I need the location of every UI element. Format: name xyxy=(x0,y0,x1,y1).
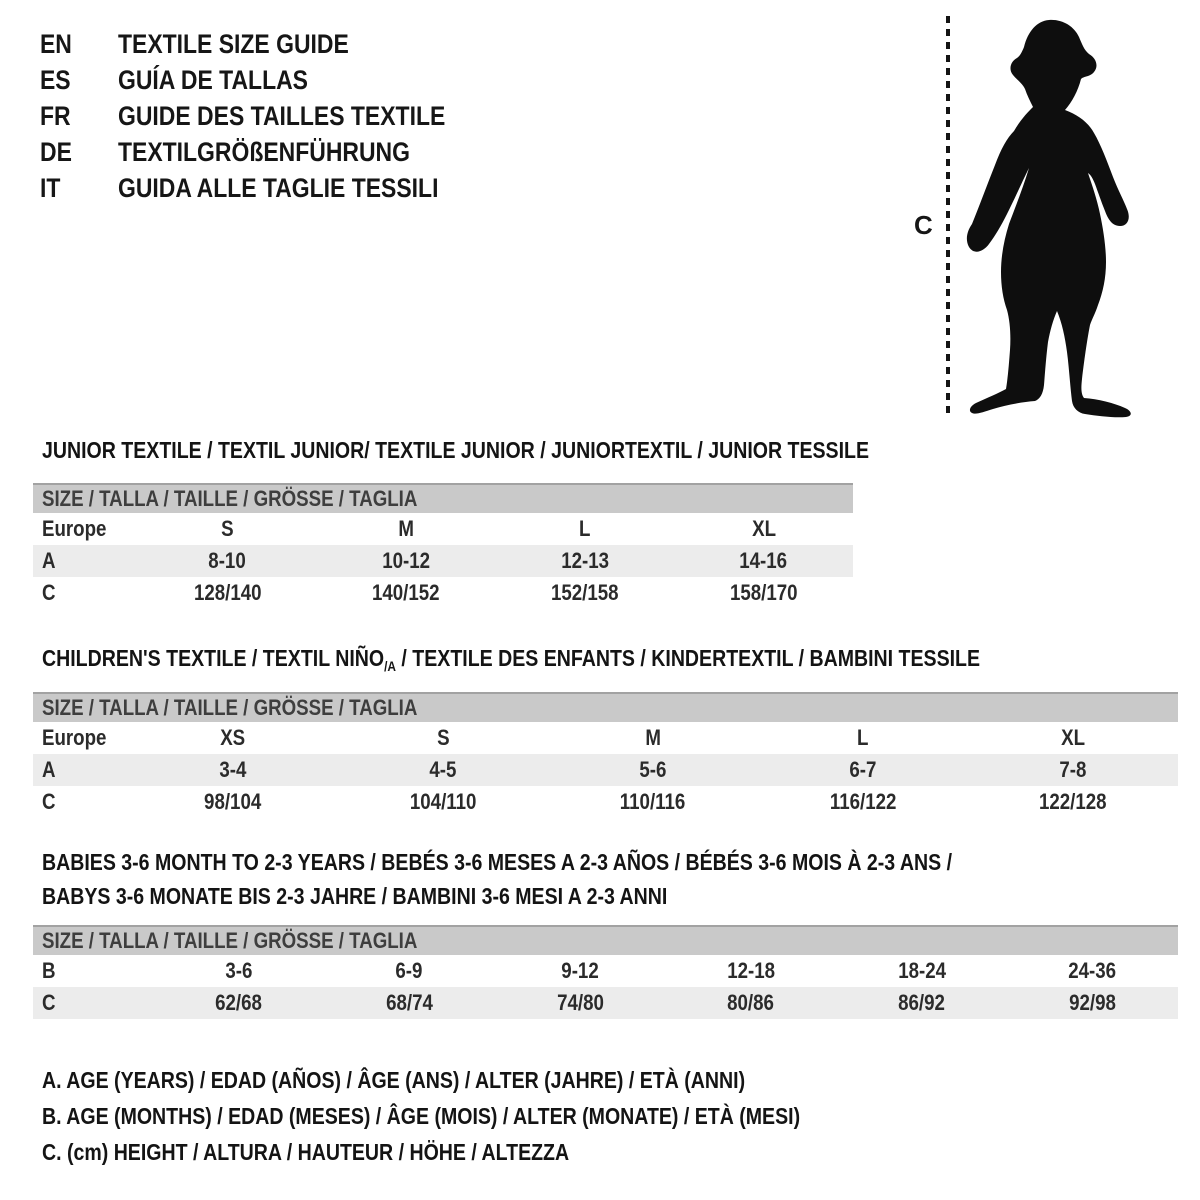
junior-size-table xyxy=(33,483,853,609)
age-cell xyxy=(674,545,853,577)
language-row-es xyxy=(40,62,503,98)
language-label: GUIDA ALLE TAGLIE TESSILI xyxy=(118,172,439,203)
language-code xyxy=(40,29,118,60)
height-measure-label: C xyxy=(914,210,933,240)
legend-height-cm-text: C. (cm) HEIGHT / ALTURA / HAUTEUR / HÖHE / ALTEZZA xyxy=(42,1139,570,1165)
children-row-age-years xyxy=(33,754,1178,786)
height-value: 74/80 xyxy=(556,990,604,1015)
height-cell xyxy=(495,987,666,1019)
size-cell xyxy=(128,722,338,754)
age-value: 4-5 xyxy=(429,757,457,782)
junior-row-height-cm xyxy=(33,577,853,609)
height-cell xyxy=(968,786,1178,818)
age-value: 18-24 xyxy=(897,958,946,983)
row-label-cell xyxy=(33,545,138,577)
height-cell xyxy=(1007,987,1178,1019)
age-value: 12-13 xyxy=(560,548,609,573)
language-row-de xyxy=(40,134,503,170)
babies-row-age-months xyxy=(33,955,1178,987)
age-value: 6-9 xyxy=(395,958,423,983)
height-cell xyxy=(665,987,836,1019)
age-cell xyxy=(548,754,758,786)
height-cell xyxy=(324,987,495,1019)
size-value: S xyxy=(221,516,234,541)
language-code-text: EN xyxy=(40,28,72,59)
size-cell xyxy=(338,722,548,754)
size-value: L xyxy=(857,725,869,750)
size-header-text: SIZE / TALLA / TAILLE / GRÖSSE / TAGLIA xyxy=(42,928,418,953)
height-value: 80/86 xyxy=(727,990,775,1015)
age-cell xyxy=(836,955,1007,987)
height-cell xyxy=(153,987,324,1019)
height-value: 128/140 xyxy=(193,580,262,605)
toddler-silhouette-shape xyxy=(967,20,1131,417)
children-title-subscript: /A xyxy=(384,658,396,674)
height-cell xyxy=(836,987,1007,1019)
height-value: 116/122 xyxy=(829,789,897,814)
language-code xyxy=(40,173,118,204)
height-cell xyxy=(317,577,496,609)
language-label: GUÍA DE TALLAS xyxy=(118,64,308,95)
language-row-it xyxy=(40,170,503,206)
size-cell xyxy=(758,722,968,754)
age-cell xyxy=(128,754,338,786)
age-value: 5-6 xyxy=(639,757,667,782)
height-measure-line xyxy=(946,16,950,416)
language-label: GUIDE DES TAILLES TEXTILE xyxy=(118,100,446,131)
language-code-text: IT xyxy=(40,172,61,203)
age-value: 3-6 xyxy=(224,958,252,983)
age-value: 8-10 xyxy=(208,548,247,573)
size-cell xyxy=(968,722,1178,754)
children-row-europe xyxy=(33,722,1178,754)
language-code xyxy=(40,101,118,132)
children-size-table xyxy=(33,692,1178,818)
height-value: 68/74 xyxy=(385,990,433,1015)
babies-section-title-line2-text: BABYS 3-6 MONATE BIS 2-3 JAHRE / BAMBINI 3-6 MESI A 2-3 ANNI xyxy=(42,883,668,909)
row-label: C xyxy=(42,580,56,605)
row-label: A xyxy=(42,548,56,573)
size-header-text: SIZE / TALLA / TAILLE / GRÖSSE / TAGLIA xyxy=(42,486,418,511)
language-label: TEXTILE SIZE GUIDE xyxy=(118,28,349,59)
row-label-cell xyxy=(33,722,128,754)
babies-size-table xyxy=(33,925,1178,1019)
height-cell xyxy=(128,786,338,818)
junior-table-header-row xyxy=(33,484,853,513)
age-cell xyxy=(317,545,496,577)
junior-section-title-text: JUNIOR TEXTILE / TEXTIL JUNIOR/ TEXTILE JUNIOR / JUNIORTEXTIL / JUNIOR TESSILE xyxy=(42,437,870,463)
junior-section-title xyxy=(42,437,1015,464)
row-label: Europe xyxy=(42,516,107,541)
age-value: 7-8 xyxy=(1059,757,1087,782)
age-cell xyxy=(495,955,666,987)
age-value: 24-36 xyxy=(1068,958,1117,983)
row-label-cell xyxy=(33,577,138,609)
age-value: 12-18 xyxy=(726,958,775,983)
age-cell xyxy=(138,545,317,577)
babies-section-title-line1 xyxy=(42,849,1113,876)
age-cell xyxy=(758,754,968,786)
age-value: 3-4 xyxy=(219,757,247,782)
size-header-text: SIZE / TALLA / TAILLE / GRÖSSE / TAGLIA xyxy=(42,695,418,720)
row-label-cell xyxy=(33,955,153,987)
age-cell xyxy=(1007,955,1178,987)
height-value: 140/152 xyxy=(372,580,440,605)
age-value: 14-16 xyxy=(739,548,788,573)
children-table-header-row xyxy=(33,693,1178,722)
age-value: 9-12 xyxy=(561,958,599,983)
height-value: 92/98 xyxy=(1069,990,1116,1015)
height-value: 104/110 xyxy=(409,789,477,814)
height-value: 110/116 xyxy=(620,789,686,814)
babies-row-height-cm xyxy=(33,987,1178,1019)
row-label: B xyxy=(42,958,56,983)
language-code-text: DE xyxy=(40,136,72,167)
legend-age-years-text: A. AGE (YEARS) / EDAD (AÑOS) / ÂGE (ANS) / ALTER (JAHRE) / ETÀ (ANNI) xyxy=(42,1067,746,1093)
size-cell xyxy=(138,513,317,545)
size-cell xyxy=(317,513,496,545)
height-cell xyxy=(338,786,548,818)
language-code-text: FR xyxy=(40,100,71,131)
height-cell xyxy=(758,786,968,818)
babies-section-title-line1-text: BABIES 3-6 MONTH TO 2-3 YEARS / BEBÉS 3-6 MESES A 2-3 AÑOS / BÉBÉS 3-6 MOIS À 2-3 ANS / xyxy=(42,849,953,875)
age-cell xyxy=(338,754,548,786)
children-title-post: / TEXTILE DES ENFANTS / KINDERTEXTIL / BAMBINI TESSILE xyxy=(395,645,981,671)
size-cell xyxy=(548,722,758,754)
height-cell xyxy=(138,577,317,609)
language-label: TEXTILGRÖßENFÜHRUNG xyxy=(118,136,410,167)
children-title-pre: CHILDREN'S TEXTILE / TEXTIL NIÑO xyxy=(42,645,385,671)
height-value: 152/158 xyxy=(551,580,619,605)
height-value: 122/128 xyxy=(1039,789,1107,814)
age-cell xyxy=(324,955,495,987)
age-value: 10-12 xyxy=(382,548,431,573)
age-cell xyxy=(153,955,324,987)
height-cell xyxy=(496,577,675,609)
row-label: C xyxy=(42,990,56,1015)
junior-row-europe xyxy=(33,513,853,545)
language-title-list xyxy=(40,26,503,206)
legend-height-cm xyxy=(42,1134,934,1170)
row-label: C xyxy=(42,789,56,814)
legend-age-years xyxy=(42,1062,934,1098)
toddler-silhouette xyxy=(965,18,1140,418)
row-label-cell xyxy=(33,513,138,545)
age-value: 6-7 xyxy=(849,757,877,782)
row-label: A xyxy=(42,757,56,782)
age-cell xyxy=(968,754,1178,786)
junior-row-age-years xyxy=(33,545,853,577)
children-section-title xyxy=(42,645,1146,674)
measure-legend xyxy=(42,1062,934,1170)
age-cell xyxy=(665,955,836,987)
size-value: XL xyxy=(751,516,776,541)
language-row-en xyxy=(40,26,503,62)
height-cell xyxy=(548,786,758,818)
age-cell xyxy=(496,545,675,577)
size-header-cell xyxy=(33,693,1178,722)
language-code xyxy=(40,137,118,168)
size-value: XL xyxy=(1061,725,1085,750)
children-row-height-cm xyxy=(33,786,1178,818)
legend-age-months xyxy=(42,1098,934,1134)
size-cell xyxy=(496,513,675,545)
language-code-text: ES xyxy=(40,64,71,95)
height-cell xyxy=(674,577,853,609)
size-header-cell xyxy=(33,484,853,513)
children-section-title-text xyxy=(42,645,980,674)
size-header-cell xyxy=(33,926,1178,955)
row-label-cell xyxy=(33,786,128,818)
size-cell xyxy=(674,513,853,545)
row-label: Europe xyxy=(42,725,107,750)
height-value: 158/170 xyxy=(729,580,798,605)
size-value: M xyxy=(645,725,661,750)
babies-table-header-row xyxy=(33,926,1178,955)
row-label-cell xyxy=(33,754,128,786)
babies-section-title-line2 xyxy=(42,883,778,910)
size-value: M xyxy=(398,516,414,541)
height-value: 62/68 xyxy=(215,990,262,1015)
language-row-fr xyxy=(40,98,503,134)
legend-age-months-text: B. AGE (MONTHS) / EDAD (MESES) / ÂGE (MOIS) / ALTER (MONATE) / ETÀ (MESI) xyxy=(42,1103,801,1129)
language-code xyxy=(40,65,118,96)
size-value: XS xyxy=(220,725,246,750)
row-label-cell xyxy=(33,987,153,1019)
size-value: S xyxy=(436,725,450,750)
size-value: L xyxy=(579,516,591,541)
height-value: 98/104 xyxy=(204,789,262,814)
height-value: 86/92 xyxy=(898,990,946,1015)
